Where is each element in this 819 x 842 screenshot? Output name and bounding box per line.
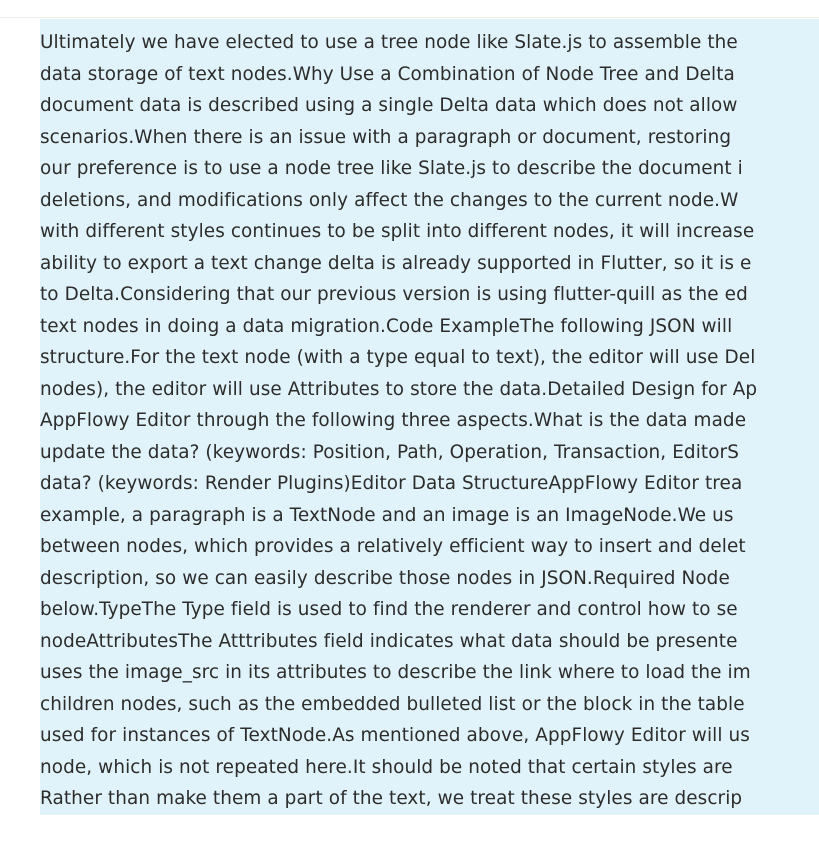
text-line[interactable]: ability to export a text change delta is already supported in Flutter, so it is e [40,253,752,274]
text-line[interactable]: used for instances of TextNode.As mentioned above, AppFlowy Editor will us [40,725,750,746]
text-line[interactable]: data storage of text nodes.Why Use a Combination of Node Tree and Delta [40,64,735,85]
text-line[interactable]: to Delta.Considering that our previous version is using flutter-quill as the ed [40,284,748,305]
text-line[interactable]: deletions, and modifications only affect the changes to the current node.W [40,190,739,211]
text-line[interactable]: AppFlowy Editor through the following three aspects.What is the data made [40,410,747,431]
text-line[interactable]: text nodes in doing a data migration.Code ExampleThe following JSON will [40,316,733,337]
text-line[interactable]: Rather than make them a part of the text, we treat these styles are descrip [40,788,743,809]
text-line[interactable]: example, a paragraph is a TextNode and an image is an ImageNode.We us [40,505,734,526]
text-line[interactable]: Ultimately we have elected to use a tree node like Slate.js to assemble the [40,32,738,53]
text-line[interactable]: below.TypeThe Type field is used to find the renderer and control how to se [40,599,738,620]
text-line[interactable]: uses the image_src in its attributes to describe the link where to load the im [40,662,751,683]
text-line[interactable]: update the data? (keywords: Position, Path, Operation, Transaction, EditorS [40,442,739,463]
text-line[interactable]: data? (keywords: Render Plugins)Editor Data StructureAppFlowy Editor trea [40,473,743,494]
top-divider [0,17,819,18]
text-line[interactable]: scenarios.When there is an issue with a paragraph or document, restoring [40,127,732,148]
text-line[interactable]: description, so we can easily describe those nodes in JSON.Required Node [40,568,730,589]
text-line[interactable]: structure.For the text node (with a type equal to text), the editor will use Del [40,347,756,368]
text-line[interactable]: with different styles continues to be split into different nodes, it will increase [40,221,755,242]
text-line[interactable]: nodes), the editor will use Attributes to store the data.Detailed Design for Ap [40,379,758,400]
text-line[interactable]: our preference is to use a node tree like Slate.js to describe the document i [40,158,743,179]
text-line[interactable]: children nodes, such as the embedded bulleted list or the block in the table [40,694,745,715]
text-line[interactable]: nodeAttributesThe Atttributes field indicates what data should be presente [40,631,738,652]
text-line[interactable]: document data is described using a single Delta data which does not allow [40,95,738,116]
text-line[interactable]: node, which is not repeated here.It should be noted that certain styles are [40,757,733,778]
text-line[interactable]: between nodes, which provides a relatively efficient way to insert and delet [40,536,746,557]
